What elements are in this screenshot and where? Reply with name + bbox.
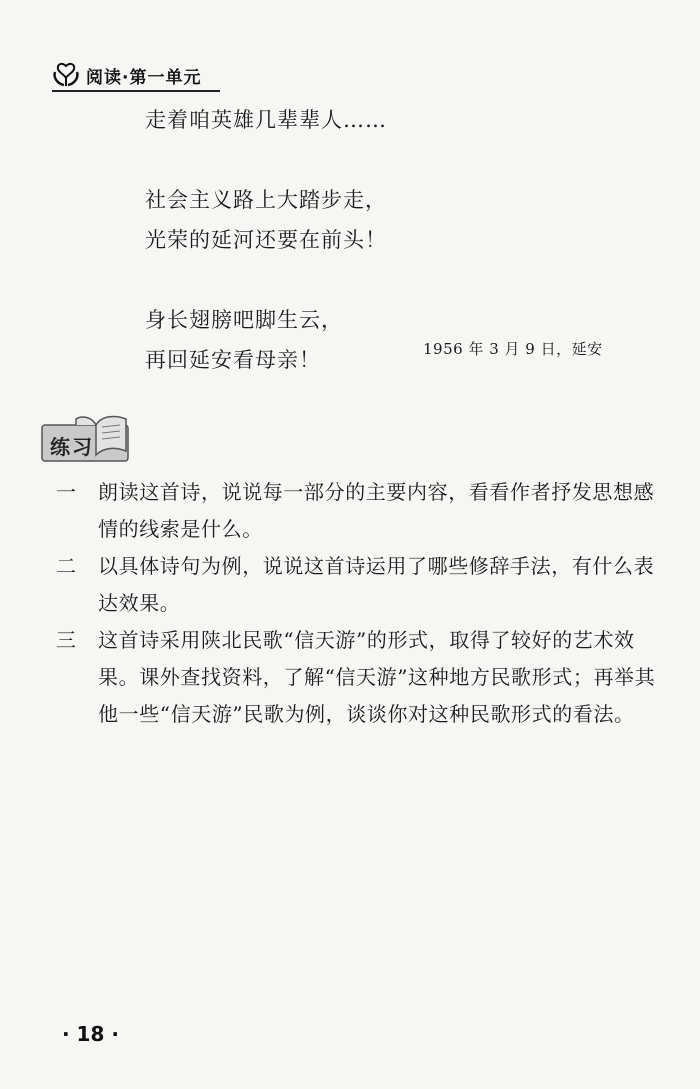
exercise-text: 朗读这首诗，说说每一部分的主要内容，看看作者抒发思想感情的线索是什么。 (98, 480, 655, 541)
hands-leaf-icon (52, 62, 80, 88)
exercise-list (56, 474, 672, 733)
poem-body (145, 100, 625, 420)
poem-stanza (145, 180, 625, 260)
header-section-label: 阅读·第一单元 (86, 67, 202, 88)
exercise-number: 一 (56, 480, 76, 504)
exercise-title: 练习 (50, 435, 94, 459)
poem-line: 光荣的延河还要在前头！ (145, 228, 387, 252)
exercise-item (56, 622, 672, 733)
poem-line: 社会主义路上大踏步走， (145, 188, 387, 212)
exercise-text: 这首诗采用陕北民歌“信天游”的形式，取得了较好的艺术效果。课外查找资料，了解“信天游”这种地方民歌形式；再举其他一些“信天游”民歌为例，谈谈你对这种民歌形式的看法。 (98, 628, 656, 726)
poem-stanza (145, 100, 625, 140)
poem-dateline: 1956 年 3 月 9 日，延安 (423, 340, 603, 358)
exercise-number: 二 (56, 554, 76, 578)
exercise-text: 以具体诗句为例，说说这首诗运用了哪些修辞手法，有什么表达效果。 (98, 554, 655, 615)
exercise-item (56, 548, 672, 622)
poem-line: 走着咱英雄几辈辈人…… (145, 108, 387, 132)
exercise-number: 三 (56, 628, 76, 652)
page-number: · 18 · (62, 1022, 119, 1046)
header-rule (52, 90, 220, 92)
exercise-section-badge (36, 413, 134, 465)
poem-line: 身长翅膀吧脚生云， (145, 308, 343, 332)
running-header (52, 60, 222, 90)
poem-line: 再回延安看母亲！ (145, 348, 321, 372)
exercise-item (56, 474, 672, 548)
